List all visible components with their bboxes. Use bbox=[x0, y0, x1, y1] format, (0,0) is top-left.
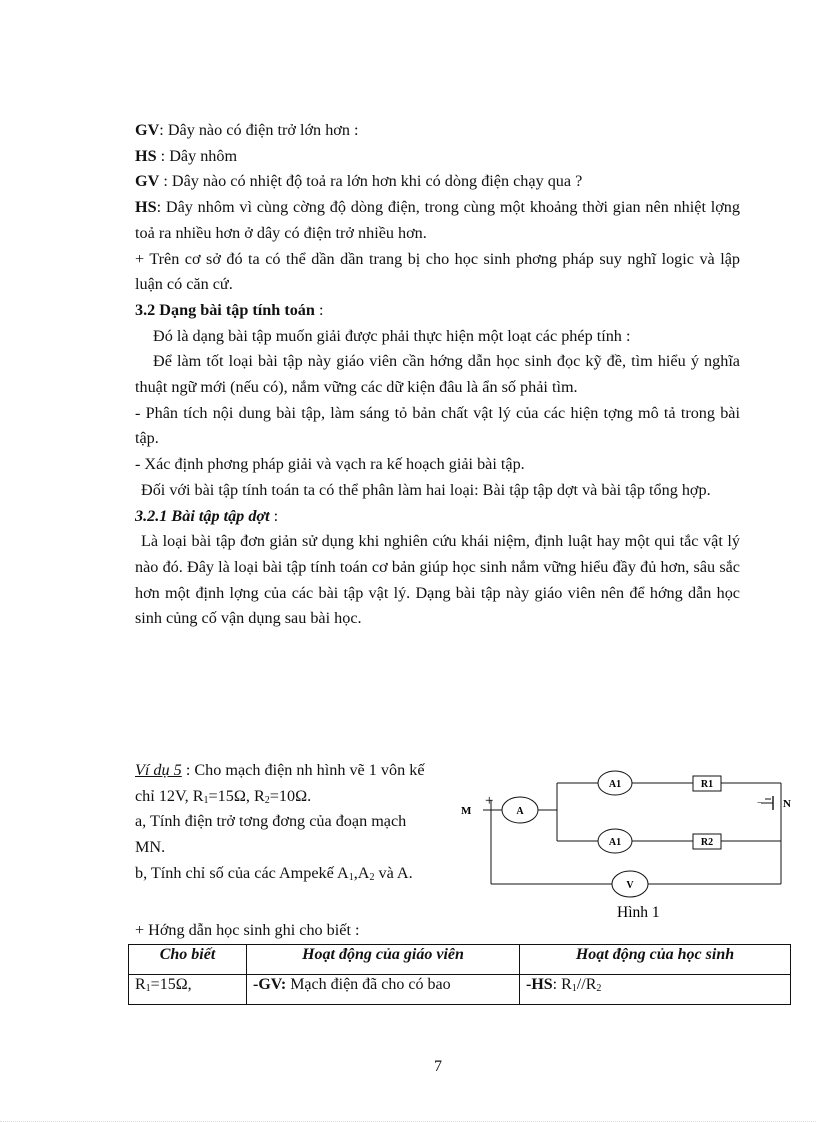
student-label: HS bbox=[135, 198, 157, 217]
dialog-line bbox=[135, 118, 740, 144]
subscript: 1 bbox=[348, 871, 354, 883]
page-number: 7 bbox=[434, 1058, 442, 1075]
heading-suffix: : bbox=[314, 300, 324, 319]
subscript: 1 bbox=[145, 983, 151, 994]
dialog-line bbox=[135, 144, 740, 170]
example-block bbox=[135, 758, 435, 887]
subscript: 2 bbox=[264, 794, 270, 806]
paragraph: Để làm tốt loại bài tập này giáo viên cần hớng dẫn học sinh đọc kỹ đề, tìm hiểu ý nghĩa thuật ngữ mới (nếu có), nắm vững các dữ kiện đâu là ẩn số phải tìm. bbox=[135, 352, 740, 397]
ammeter-bottom-label: A1 bbox=[608, 837, 622, 848]
ammeter-main-label: A bbox=[516, 806, 524, 817]
example-part-b bbox=[135, 861, 435, 887]
ammeter-top-label: A1 bbox=[608, 779, 622, 790]
node-n-label: N bbox=[783, 798, 791, 810]
dialog-text: : Dây nhôm bbox=[156, 146, 238, 165]
table-row bbox=[129, 975, 791, 1005]
page-bottom-rule bbox=[0, 1121, 816, 1122]
figure-caption: Hình 1 bbox=[617, 904, 660, 921]
table-header: Hoạt động của học sinh bbox=[520, 945, 791, 975]
example-label: Ví dụ 5 bbox=[135, 761, 182, 779]
node-m-label: M bbox=[461, 805, 472, 817]
subsection-heading bbox=[135, 504, 740, 530]
table-header-row bbox=[129, 945, 791, 975]
example-text: b, Tính chỉ số của các Ampekế A bbox=[135, 863, 349, 882]
example-text: và A. bbox=[374, 863, 413, 882]
table-header: Hoạt động của giáo viên bbox=[247, 945, 520, 975]
table-cell bbox=[520, 975, 791, 1005]
activity-table bbox=[128, 944, 791, 1005]
example-part-a: a, Tính điện trở tơng đơng của đoạn mạch MN. bbox=[135, 812, 407, 857]
plus-sign: + bbox=[485, 793, 494, 809]
example-text: =10Ω. bbox=[269, 786, 312, 805]
voltmeter-label: V bbox=[626, 880, 634, 891]
example-text: : Cho mạch điện nh hình vẽ 1 vôn kế chỉ 12V, R bbox=[135, 761, 425, 805]
cell-text: : R bbox=[552, 976, 572, 993]
resistor-r2-label: R2 bbox=[700, 837, 714, 848]
student-label: HS bbox=[135, 146, 157, 165]
subscript: 1 bbox=[571, 983, 577, 994]
heading-text: 3.2.1 Bài tập tập dợt bbox=[135, 506, 270, 525]
subscript: 2 bbox=[369, 871, 375, 883]
resistor-r1-label: R1 bbox=[700, 779, 714, 790]
example-intro bbox=[135, 758, 435, 809]
student-label: -HS bbox=[526, 976, 553, 993]
dialog-text: : Dây nào có điện trở lớn hơn : bbox=[159, 121, 359, 139]
heading-text: 3.2 Dạng bài tập tính toán bbox=[135, 300, 315, 319]
paragraph: + Trên cơ sở đó ta có thể dần dần trang bị cho học sinh phơng pháp suy nghĩ logic và lập luận có căn cứ. bbox=[135, 249, 740, 294]
table-cell bbox=[129, 975, 247, 1005]
paragraph: Đối với bài tập tính toán ta có thể phân làm hai loại: Bài tập tập dợt và bài tập tổng hợp. bbox=[141, 480, 711, 499]
teacher-label: -GV: bbox=[253, 976, 287, 993]
cell-text: R bbox=[135, 976, 146, 993]
subscript: 1 bbox=[203, 794, 209, 806]
dialog-line bbox=[135, 169, 740, 195]
cell-text: //R bbox=[576, 976, 597, 993]
subscript: 2 bbox=[596, 983, 602, 994]
paragraph: - Xác định phơng pháp giải và vạch ra kế hoạch giải bài tập. bbox=[135, 455, 525, 474]
dialog-text: : Dây nhôm vì cùng cờng độ dòng điện, trong cùng một khoảng thời gian nên nhiệt lợng toả ra nhiều hơn ở dây có điện trở nhiều hơn. bbox=[135, 198, 740, 242]
paragraph: Là loại bài tập đơn giản sử dụng khi nghiên cứu khái niệm, định luật hay một qui tắc vật lý nào đó. Đây là loại bài tập tính toán cơ bản giúp học sinh nắm vững hiểu đầy đủ hơn, sâu sắc hơn một định lợng của các bài tập vật lý. Dạng bài tập này giáo viên nên để hớng dẫn học sinh củng cố vận dụng sau bài học. bbox=[135, 532, 740, 628]
cell-text: Mạch điện đã cho có bao bbox=[286, 976, 451, 993]
dialog-text: : Dây nào có nhiệt độ toả ra lớn hơn khi có dòng điện chạy qua ? bbox=[159, 172, 583, 191]
circuit-diagram bbox=[455, 758, 805, 928]
heading-suffix: : bbox=[269, 506, 279, 525]
paragraph: Đó là dạng bài tập muốn giải được phải thực hiện một loạt các phép tính : bbox=[153, 326, 631, 345]
cell-text: =15Ω, bbox=[150, 976, 192, 993]
main-text bbox=[135, 118, 740, 632]
paragraph: - Phân tích nội dung bài tập, làm sáng tỏ bản chất vật lý của các hiện tợng mô tả trong bài tập. bbox=[135, 403, 740, 448]
hint-line: + Hớng dẫn học sinh ghi cho biết : bbox=[135, 921, 360, 939]
example-text: =15Ω, R bbox=[208, 786, 265, 805]
teacher-label: GV bbox=[135, 172, 160, 191]
example-text: ,A bbox=[353, 863, 370, 882]
teacher-label: GV bbox=[135, 121, 160, 139]
table-header: Cho biết bbox=[129, 945, 247, 975]
minus-sign: − bbox=[757, 798, 763, 809]
dialog-line bbox=[135, 195, 740, 246]
table-cell bbox=[247, 975, 520, 1005]
section-heading bbox=[135, 298, 740, 324]
